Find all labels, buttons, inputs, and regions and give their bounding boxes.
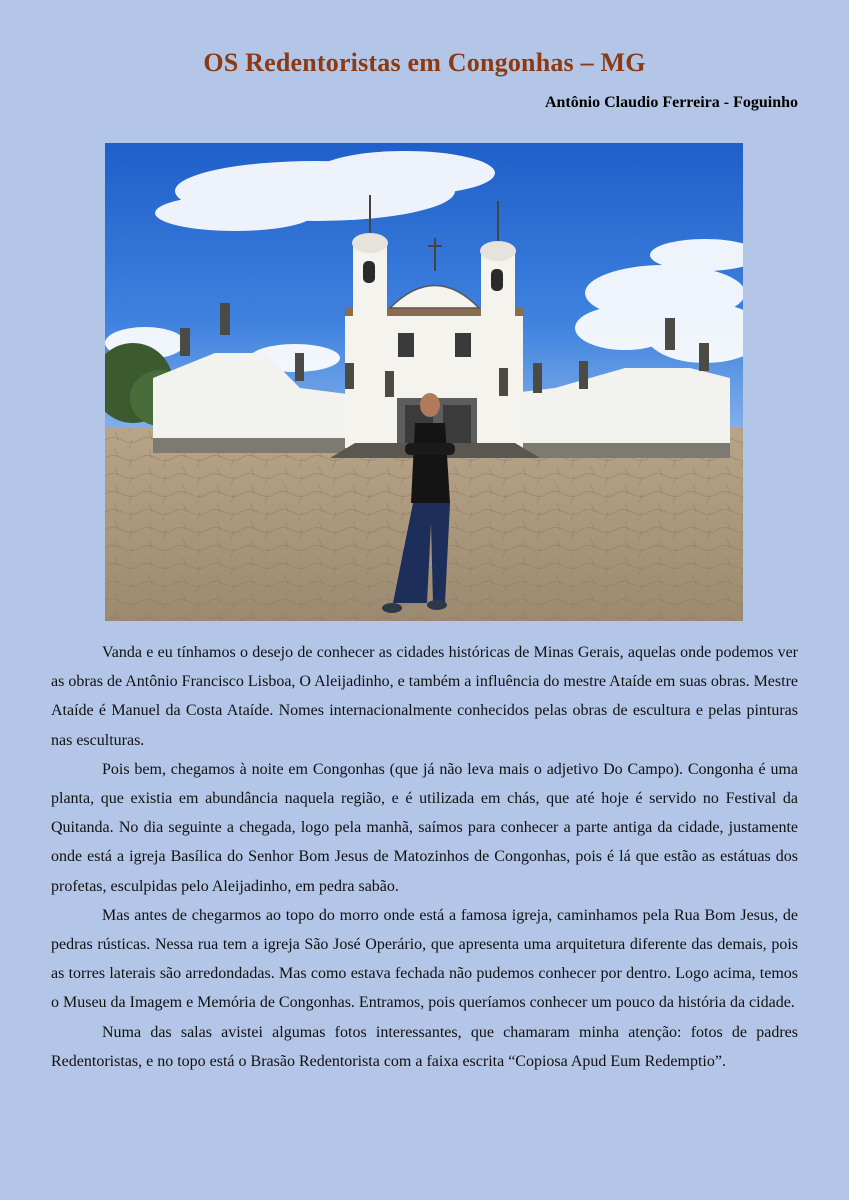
photo-basilica bbox=[105, 143, 743, 621]
article-body bbox=[51, 638, 798, 1076]
author-name: Antônio Claudio Ferreira - Foguinho bbox=[544, 94, 798, 111]
paragraph: Pois bem, chegamos à noite em Congonhas (que já não leva mais o adjetivo Do Campo). Congonha é uma planta, que existia em abundância naquela região, e é utilizada em chás, que até hoje é servido no Festival da Quitanda. No dia seguinte a chegada, logo pela manhã, saímos para conhecer a parte antiga da cidade, justamente onde está a igreja Basílica do Senhor Bom Jesus de Matozinhos de Congonhas, pois é lá que estão as estátuas dos profetas, esculpidas pelo Aleijadinho, em pedra sabão. bbox=[51, 760, 798, 895]
document-title: OS Redentoristas em Congonhas – MG bbox=[203, 48, 646, 77]
paragraph: Mas antes de chegarmos ao topo do morro onde está a famosa igreja, caminhamos pela Rua Bom Jesus, de pedras rústicas. Nessa rua tem a igreja São José Operário, que apresenta uma arquitetura diferente das demais, pois as torres laterais são arredondadas. Mas como estava fechada não pudemos conhecer por dentro. Logo acima, temos o Museu da Imagem e Memória de Congonhas. Entramos, pois queríamos conhecer um pouco da história da cidade. bbox=[51, 906, 798, 1012]
paragraph: Numa das salas avistei algumas fotos interessantes, que chamaram minha atenção: fotos de padres Redentoristas, e no topo está o Brasão Redentorista com a faixa escrita “Copiosa Apud Eum Redemptio”. bbox=[51, 1023, 798, 1070]
paragraph: Vanda e eu tínhamos o desejo de conhecer as cidades históricas de Minas Gerais, aquelas onde podemos ver as obras de Antônio Francisco Lisboa, O Aleijadinho, e também a influência do mestre Ataíde em suas obras. Mestre Ataíde é Manuel da Costa Ataíde. Nomes internacionalmente conhecidos pelas obras de escultura e pelas pinturas nas esculturas. bbox=[51, 644, 798, 749]
